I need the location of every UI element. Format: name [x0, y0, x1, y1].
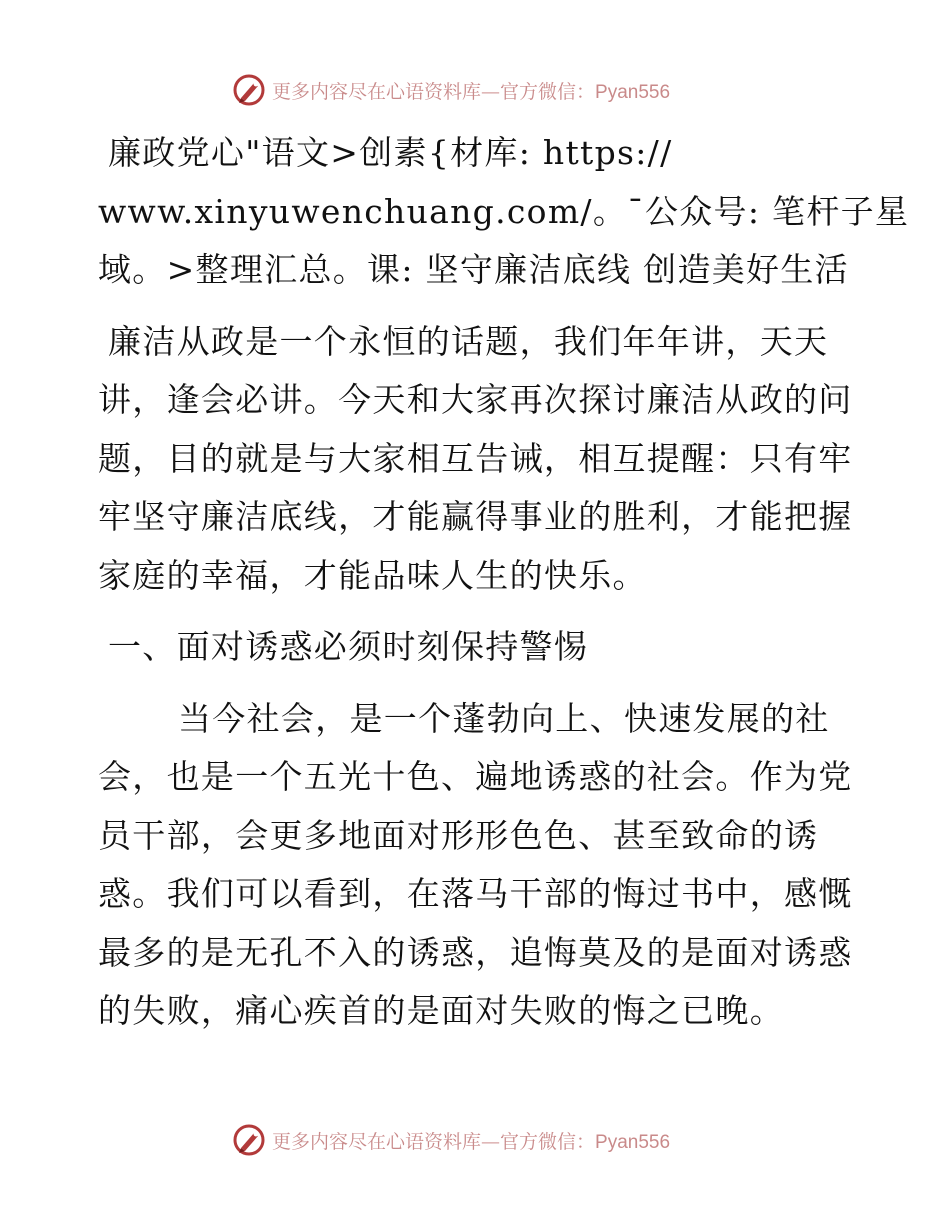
- intro-line: 廉政党心"语文>创素{材库: https://: [108, 133, 673, 172]
- paragraph-line: 廉洁从政是一个永恒的话题，我们年年讲，天天: [108, 321, 829, 361]
- watermark-text: [272, 1127, 670, 1154]
- document-body: [98, 124, 910, 1041]
- paragraph-line: 最多的是无孔不入的诱惑，追悔莫及的是面对诱惑: [98, 932, 853, 972]
- paragraph-line: 员干部，会更多地面对形形色色、甚至致命的诱: [98, 815, 819, 855]
- footer-watermark: [232, 1122, 670, 1158]
- watermark-account: Pyan556: [595, 1131, 671, 1153]
- watermark-dash: —: [481, 1130, 501, 1153]
- watermark-contact: 官方微信：: [500, 1130, 596, 1153]
- watermark-dash: —: [481, 80, 501, 103]
- watermark-contact: 官方微信：: [500, 80, 596, 103]
- watermark-account: Pyan556: [595, 81, 671, 103]
- intro-line: www.xinyuwenchuang.com/。¯公众号: 笔杆子星: [98, 191, 910, 231]
- paragraph-line: 会，也是一个五光十色、遍地诱惑的社会。作为党: [98, 757, 853, 796]
- paragraph-line: 讲，逢会必讲。今天和大家再次探讨廉洁从政的问: [98, 380, 853, 419]
- paragraph-line: 的失败，痛心疾首的是面对失败的悔之已晚。: [98, 991, 784, 1030]
- paragraph-line: 惑。我们可以看到，在落马干部的悔过书中，感慨: [98, 874, 853, 913]
- paragraph-line: 题，目的就是与大家相互告诫，相互提醒：只有牢: [98, 438, 853, 478]
- paragraph-line: 牢坚守廉洁底线，才能赢得事业的胜利，才能把握: [98, 497, 853, 536]
- pen-logo-icon: [232, 1123, 266, 1157]
- header-watermark: [232, 72, 670, 108]
- pen-logo-icon: [232, 73, 266, 107]
- intro-line: 域。>整理汇总。课: 坚守廉洁底线 创造美好生活: [98, 250, 849, 289]
- section-heading: 一、面对诱惑必须时刻保持警惕: [108, 627, 589, 666]
- paragraph-line: 当今社会，是一个蓬勃向上、快速发展的社: [178, 698, 830, 738]
- watermark-main: 更多内容尽在心语资料库: [272, 1130, 482, 1153]
- watermark-text: [272, 77, 670, 104]
- paragraph-line: 家庭的幸福，才能品味人生的快乐。: [98, 555, 647, 595]
- watermark-main: 更多内容尽在心语资料库: [272, 80, 482, 103]
